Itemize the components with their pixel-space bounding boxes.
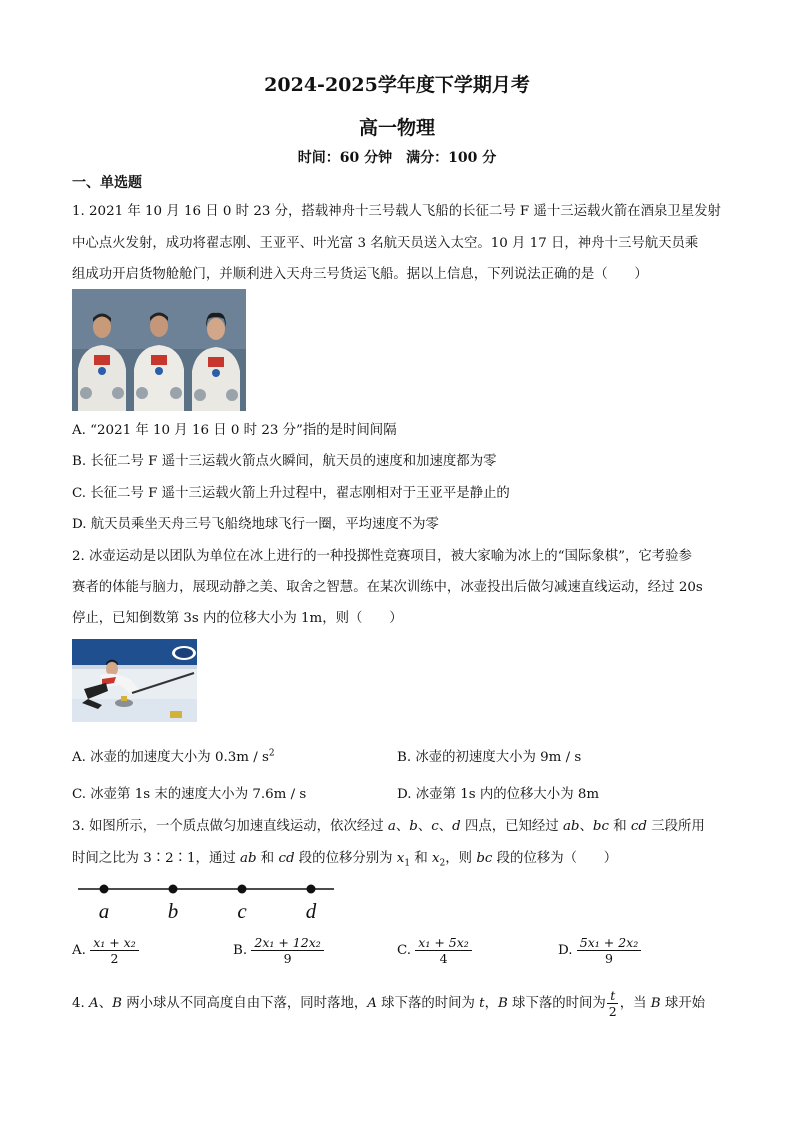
q3-text: 、 xyxy=(438,819,453,834)
q4-var: B xyxy=(650,996,661,1011)
q3-option-b-fraction xyxy=(251,935,323,966)
q3-option-c-fraction xyxy=(415,935,472,966)
point-a-dot xyxy=(100,885,109,894)
motion-points-diagram xyxy=(76,876,338,926)
q1-option-d: D. 航天员乘坐天舟三号飞船绕地球飞行一圈，平均速度不为零 xyxy=(72,517,439,532)
q1-line-1: 1. 2021 年 10 月 16 日 0 时 23 分，搭载神舟十三号载人飞船的长征二号 F 遥十三运载火箭在酒泉卫星发射 xyxy=(72,204,721,219)
q3-text: 和 xyxy=(608,819,631,834)
q3-var: b xyxy=(409,819,418,834)
subject-title: 高一物理 xyxy=(358,117,435,139)
q3-var: bc xyxy=(476,851,493,866)
q3-text: 和 xyxy=(256,851,279,866)
q3-text: 和 xyxy=(410,851,432,866)
q1-option-b: B. 长征二号 F 遥十三运载火箭点火瞬间，航天员的速度和加速度都为零 xyxy=(72,454,497,469)
q3-text: 四点，已知经过 xyxy=(460,819,563,834)
fraction-denominator: 9 xyxy=(283,951,292,966)
q3-var: bc xyxy=(592,819,609,834)
q4-var: B xyxy=(497,996,508,1011)
q3-text: 、 xyxy=(417,819,432,834)
fraction-denominator: 4 xyxy=(439,951,448,966)
q3-text: 段的位移分别为 xyxy=(294,851,397,866)
point-a-label: a xyxy=(98,899,110,923)
fraction-numerator: 2x₁ + 12x₂ xyxy=(251,935,323,951)
fraction-denominator: 2 xyxy=(608,1004,617,1019)
q3-option-c xyxy=(397,935,472,966)
q3-option-b xyxy=(233,935,324,966)
fraction-denominator: 2 xyxy=(110,951,119,966)
point-c-label: c xyxy=(237,899,247,923)
q3-var: a xyxy=(387,819,396,834)
q4-text: 球下落的时间为 xyxy=(376,996,480,1011)
astronauts-photo xyxy=(72,289,246,411)
q3-option-c-label: C. xyxy=(397,943,412,958)
q3-line-1 xyxy=(72,815,705,834)
q3-option-a-fraction xyxy=(90,935,139,966)
q2-option-c: C. 冰壶第 1s 末的速度大小为 7.6m / s xyxy=(72,787,307,802)
q3-option-d xyxy=(558,935,641,966)
q4-text: 4. xyxy=(72,996,90,1011)
q3-text: 时间之比为 3∶2∶1，通过 xyxy=(72,851,240,866)
q3-line-2 xyxy=(72,847,617,869)
section-heading: 一、单选题 xyxy=(72,175,142,191)
q3-var: ab xyxy=(562,819,580,834)
q1-option-c: C. 长征二号 F 遥十三运载火箭上升过程中，翟志刚相对于王亚平是静止的 xyxy=(72,486,510,501)
q4-text: ， xyxy=(484,996,498,1011)
q4-var: t xyxy=(479,996,485,1011)
q3-subscript: 1 xyxy=(404,858,411,869)
q2-line-1: 2. 冰壶运动是以团队为单位在冰上进行的一种投掷性竞赛项目，被大家喻为冰上的“国际象棋”，它考验参 xyxy=(72,549,692,564)
q4-line-1 xyxy=(72,988,705,1019)
q3-var: x xyxy=(396,851,405,866)
q4-text: 两小球从不同高度自由下落，同时落地， xyxy=(121,996,368,1011)
fraction-numerator: x₁ + 5x₂ xyxy=(415,935,472,951)
q3-option-b-label: B. xyxy=(233,943,248,958)
q3-text: 三段所用 xyxy=(646,819,705,834)
q2-option-a xyxy=(72,746,275,765)
q3-text: 段的位移为（ ） xyxy=(492,851,618,866)
q2-line-2: 赛者的体能与脑力，展现动静之美、取舍之智慧。在某次训练中，冰壶投出后做匀减速直线运动，经过 20s xyxy=(72,580,703,595)
q3-var: cd xyxy=(630,819,647,834)
q3-var: x xyxy=(431,851,440,866)
q2-option-d: D. 冰壶第 1s 内的位移大小为 8m xyxy=(397,787,600,802)
q1-option-a: A. “2021 年 10 月 16 日 0 时 23 分”指的是时间间隔 xyxy=(72,423,397,438)
q3-subscript: 2 xyxy=(439,858,446,869)
fraction-numerator: 5x₁ + 2x₂ xyxy=(577,935,641,951)
point-d-dot xyxy=(307,885,316,894)
q2-option-a-text: A. 冰壶的加速度大小为 0.3m / s xyxy=(72,750,269,765)
point-b-dot xyxy=(169,885,178,894)
exam-title: 2024-2025学年度下学期月考 xyxy=(264,74,530,96)
point-b-label: b xyxy=(167,899,179,923)
q4-fraction xyxy=(606,988,620,1019)
q3-var: ab xyxy=(239,851,257,866)
q3-option-a-label: A. xyxy=(72,943,86,958)
curling-photo xyxy=(72,639,197,722)
q4-text: 、 xyxy=(98,996,113,1011)
q4-var: A xyxy=(367,996,377,1011)
q3-text: 、 xyxy=(395,819,410,834)
q4-text: 球下落的时间为 xyxy=(507,996,606,1011)
q3-text: 、 xyxy=(579,819,593,834)
q3-text: ，则 xyxy=(445,851,477,866)
exam-meta: 时间：60 分钟 满分：100 分 xyxy=(297,150,497,166)
q3-option-a xyxy=(72,935,139,966)
q4-text: ，当 xyxy=(619,996,651,1011)
q3-option-d-fraction xyxy=(577,935,641,966)
q3-text: 3. 如图所示，一个质点做匀加速直线运动，依次经过 xyxy=(72,819,388,834)
point-d-label: d xyxy=(305,899,317,923)
q3-var: c xyxy=(431,819,439,834)
q4-var: A xyxy=(89,996,99,1011)
fraction-denominator: 9 xyxy=(605,951,613,966)
q2-option-b: B. 冰壶的初速度大小为 9m / s xyxy=(397,750,582,765)
point-c-dot xyxy=(238,885,247,894)
q4-text: 球开始 xyxy=(660,996,706,1011)
q1-line-3: 组成功开启货物舱舱门，并顺利进入天舟三号货运飞船。据以上信息，下列说法正确的是（ ） xyxy=(72,267,648,282)
q3-option-d-label: D. xyxy=(558,943,573,958)
fraction-numerator: t xyxy=(607,988,618,1004)
q1-line-2: 中心点火发射，成功将翟志刚、王亚平、叶光富 3 名航天员送入太空。10 月 17 日，神舟十三号航天员乘 xyxy=(72,236,699,251)
q2-option-a-sup: 2 xyxy=(268,748,275,759)
fraction-numerator: x₁ + x₂ xyxy=(90,935,139,951)
q2-line-3: 停止，已知倒数第 3s 内的位移大小为 1m，则（ ） xyxy=(72,611,403,626)
q4-var: B xyxy=(112,996,122,1011)
q3-var: cd xyxy=(278,851,295,866)
q3-var: d xyxy=(452,819,461,834)
